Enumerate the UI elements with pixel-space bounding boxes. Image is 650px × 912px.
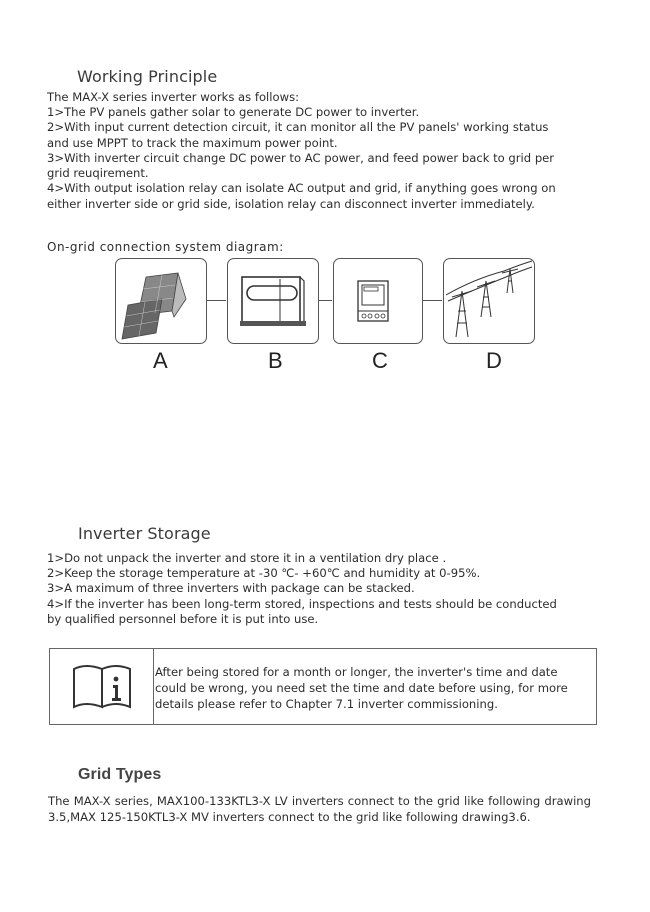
text-line: 1>The PV panels gather solar to generate DC power to inverter. [47, 105, 420, 120]
text-line: 3>A maximum of three inverters with package can be stacked. [47, 581, 415, 596]
diagram-box-c [333, 258, 423, 344]
text-line: either inverter side or grid side, isolation relay can disconnect inverter immediately. [47, 197, 535, 212]
text-line: grid reuqirement. [47, 166, 149, 181]
manual-info-icon [50, 649, 153, 724]
text-line: could be wrong, you need set the time and date before using, for more [155, 680, 568, 695]
note-icon-cell [50, 649, 154, 724]
diagram-label-c: C [372, 348, 388, 373]
text-line: 2>With input current detection circuit, it can monitor all the PV panels' working status [47, 120, 549, 135]
inverter-storage-body [47, 551, 557, 627]
diagram-box-d [443, 258, 535, 344]
working-principle-body [47, 90, 556, 213]
text-line: 4>With output isolation relay can isolate AC output and grid, if anything goes wrong on [47, 181, 556, 196]
solar-panel-icon [116, 259, 206, 343]
diagram-box-a [115, 258, 207, 344]
diagram-label-d: D [486, 348, 502, 373]
text-line: 2>Keep the storage temperature at -30 ℃- +60℃ and humidity at 0-95%. [47, 566, 481, 581]
text-line: by qualified personnel before it is put into use. [47, 611, 319, 626]
diagram-label-a: A [153, 348, 168, 373]
text-line: details please refer to Chapter 7.1 inverter commissioning. [155, 696, 498, 711]
text-line: The MAX-X series inverter works as follows: [47, 90, 300, 104]
note-text [155, 665, 568, 712]
connector-line [422, 300, 442, 301]
power-grid-icon [444, 259, 534, 343]
inverter-icon [228, 259, 318, 343]
inverter-storage-heading: Inverter Storage [78, 524, 211, 543]
text-line: and use MPPT to track the maximum power point. [47, 135, 338, 150]
text-line: After being stored for a month or longer, the inverter's time and date [155, 665, 558, 679]
diagram-box-b [227, 258, 319, 344]
text-line: 1>Do not unpack the inverter and store it in a ventilation dry place . [47, 551, 447, 565]
meter-icon [334, 259, 422, 343]
connector-line [206, 300, 226, 301]
text-line: 3>With inverter circuit change DC power to AC power, and feed power back to grid per [47, 150, 555, 165]
diagram-title: On-grid connection system diagram: [47, 240, 284, 254]
info-note-box [49, 648, 597, 725]
grid-types-heading: Grid Types [78, 766, 162, 783]
grid-types-body: The MAX-X series, MAX100-133KTL3-X LV inverters connect to the grid like following drawing 3.5,MAX 125-150KTL3-X MV inverters connect to the grid like following drawing3.6. [48, 794, 591, 824]
text-line: 4>If the inverter has been long-term stored, inspections and tests should be conducted [47, 596, 557, 611]
connector-line [318, 300, 332, 301]
working-principle-heading: Working Principle [77, 67, 218, 86]
diagram-label-b: B [268, 348, 283, 373]
